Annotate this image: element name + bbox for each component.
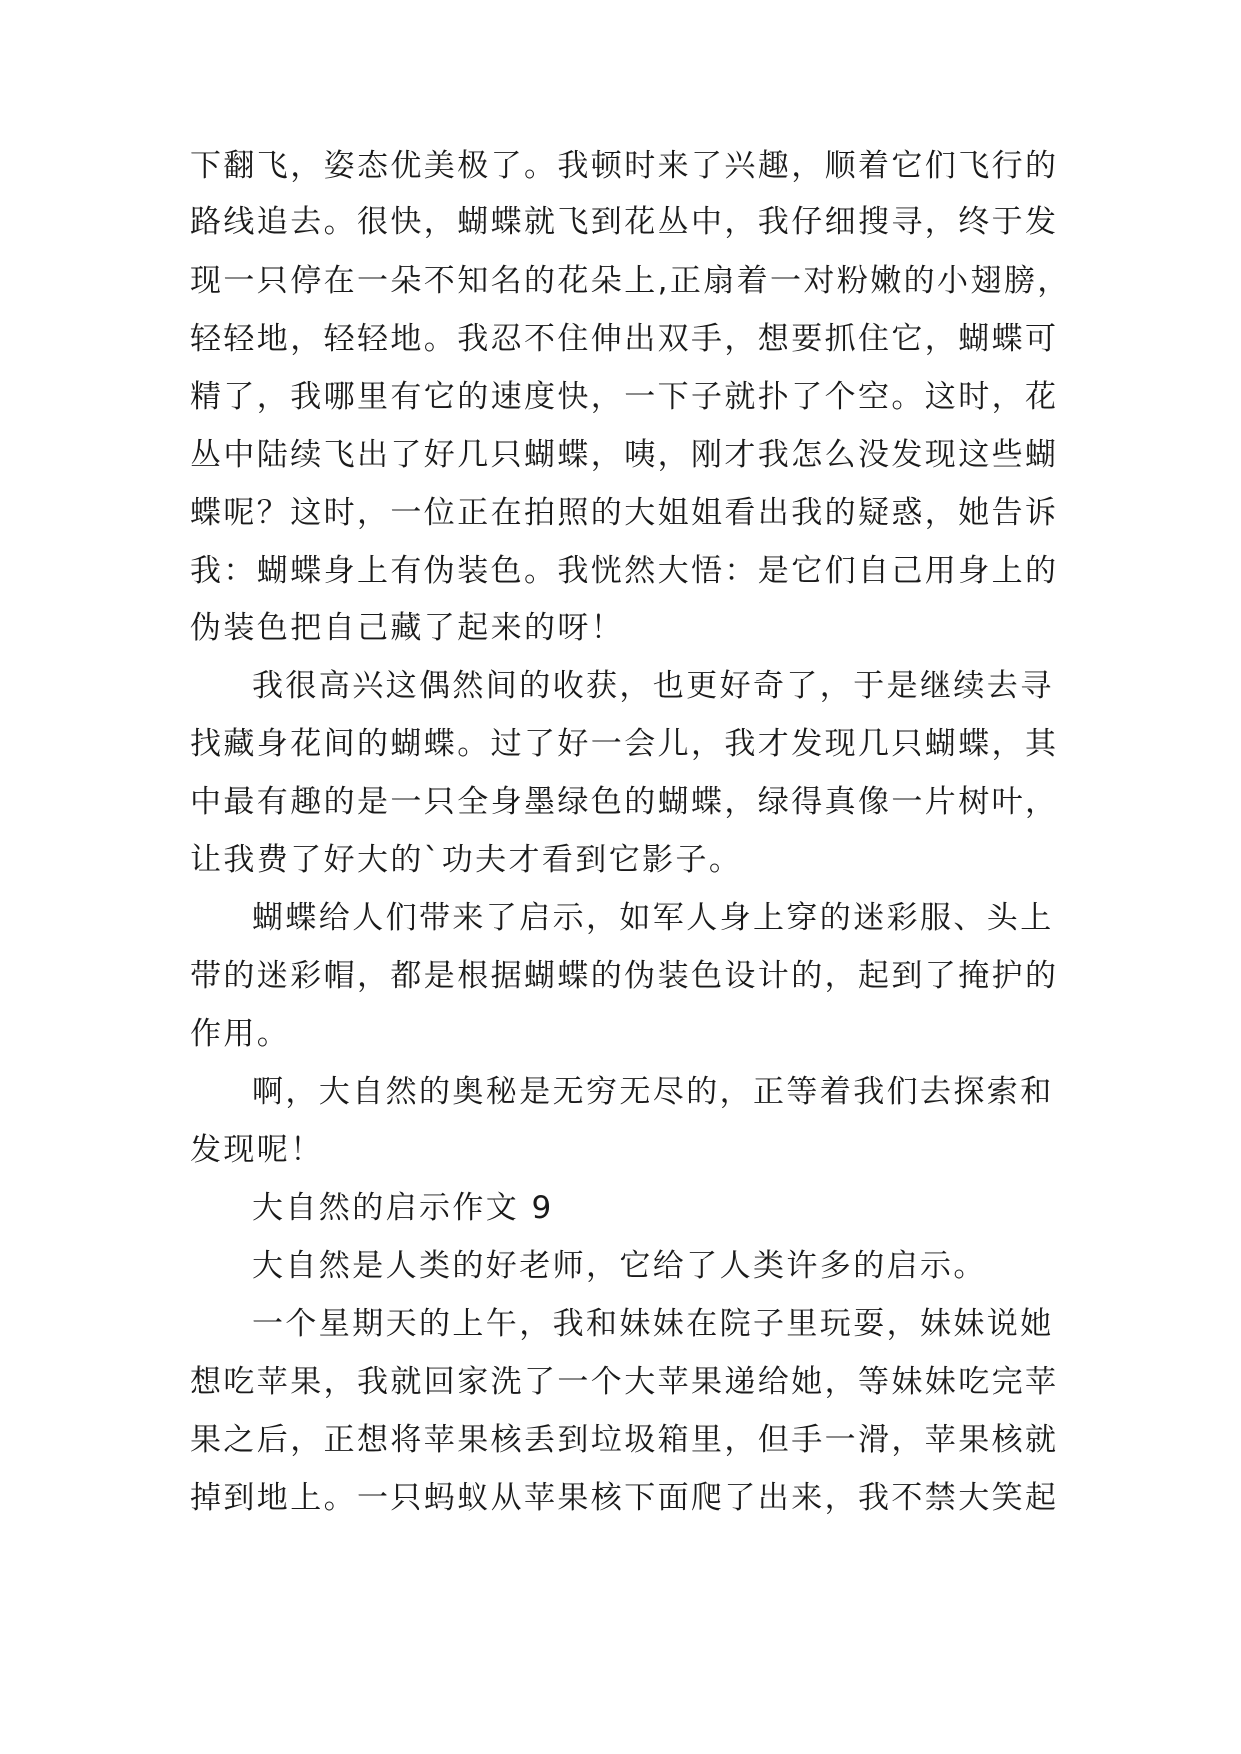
paragraph-first-line: 啊，大自然的奥秘是无穷无尽的，正等着我们去探索和 <box>252 1074 1054 1110</box>
paragraph-first-line: 蝴蝶给人们带来了启示，如军人身上穿的迷彩服、头上 <box>252 900 1054 936</box>
paragraph-first-line: 一个星期天的上午，我和妹妹在院子里玩耍，妹妹说她 <box>252 1306 1054 1342</box>
text-line: 我：蝴蝶身上有伪装色。我恍然大悟：是它们自己用身上的 <box>190 553 1059 589</box>
text-line: 发现呢！ <box>190 1132 324 1168</box>
text-line: 让我费了好大的`功夫才看到它影子。 <box>190 842 743 878</box>
text-line: 果之后，正想将苹果核丢到垃圾箱里，但手一滑，苹果核就 <box>190 1422 1059 1458</box>
text-line: 轻轻地，轻轻地。我忍不住伸出双手，想要抓住它，蝴蝶可 <box>190 321 1059 357</box>
text-line: 作用。 <box>190 1016 291 1052</box>
text-line: 中最有趣的是一只全身墨绿色的蝴蝶，绿得真像一片树叶， <box>190 784 1059 820</box>
text-line: 想吃苹果，我就回家洗了一个大苹果递给她，等妹妹吃完苹 <box>190 1364 1059 1400</box>
text-line: 现一只停在一朵不知名的花朵上,正扇着一对粉嫩的小翅膀， <box>190 263 1071 299</box>
text-line: 蝶呢？这时，一位正在拍照的大姐姐看出我的疑惑，她告诉 <box>190 495 1059 531</box>
section-heading: 大自然的启示作文 9 <box>252 1190 554 1226</box>
text-line: 路线追去。很快，蝴蝶就飞到花丛中，我仔细搜寻，终于发 <box>190 204 1059 240</box>
text-line: 下翻飞，姿态优美极了。我顿时来了兴趣，顺着它们飞行的 <box>190 148 1059 184</box>
text-line: 伪装色把自己藏了起来的呀！ <box>190 610 625 646</box>
text-line: 精了，我哪里有它的速度快，一下子就扑了个空。这时，花 <box>190 379 1059 415</box>
paragraph-first-line: 大自然是人类的好老师，它给了人类许多的启示。 <box>252 1248 987 1284</box>
paragraph-first-line: 我很高兴这偶然间的收获，也更好奇了，于是继续去寻 <box>252 668 1054 704</box>
text-line: 找藏身花间的蝴蝶。过了好一会儿，我才发现几只蝴蝶，其 <box>190 726 1059 762</box>
text-line: 掉到地上。一只蚂蚁从苹果核下面爬了出来，我不禁大笑起 <box>190 1480 1059 1516</box>
text-line: 带的迷彩帽，都是根据蝴蝶的伪装色设计的，起到了掩护的 <box>190 958 1059 994</box>
text-line: 丛中陆续飞出了好几只蝴蝶，咦，刚才我怎么没发现这些蝴 <box>190 437 1059 473</box>
